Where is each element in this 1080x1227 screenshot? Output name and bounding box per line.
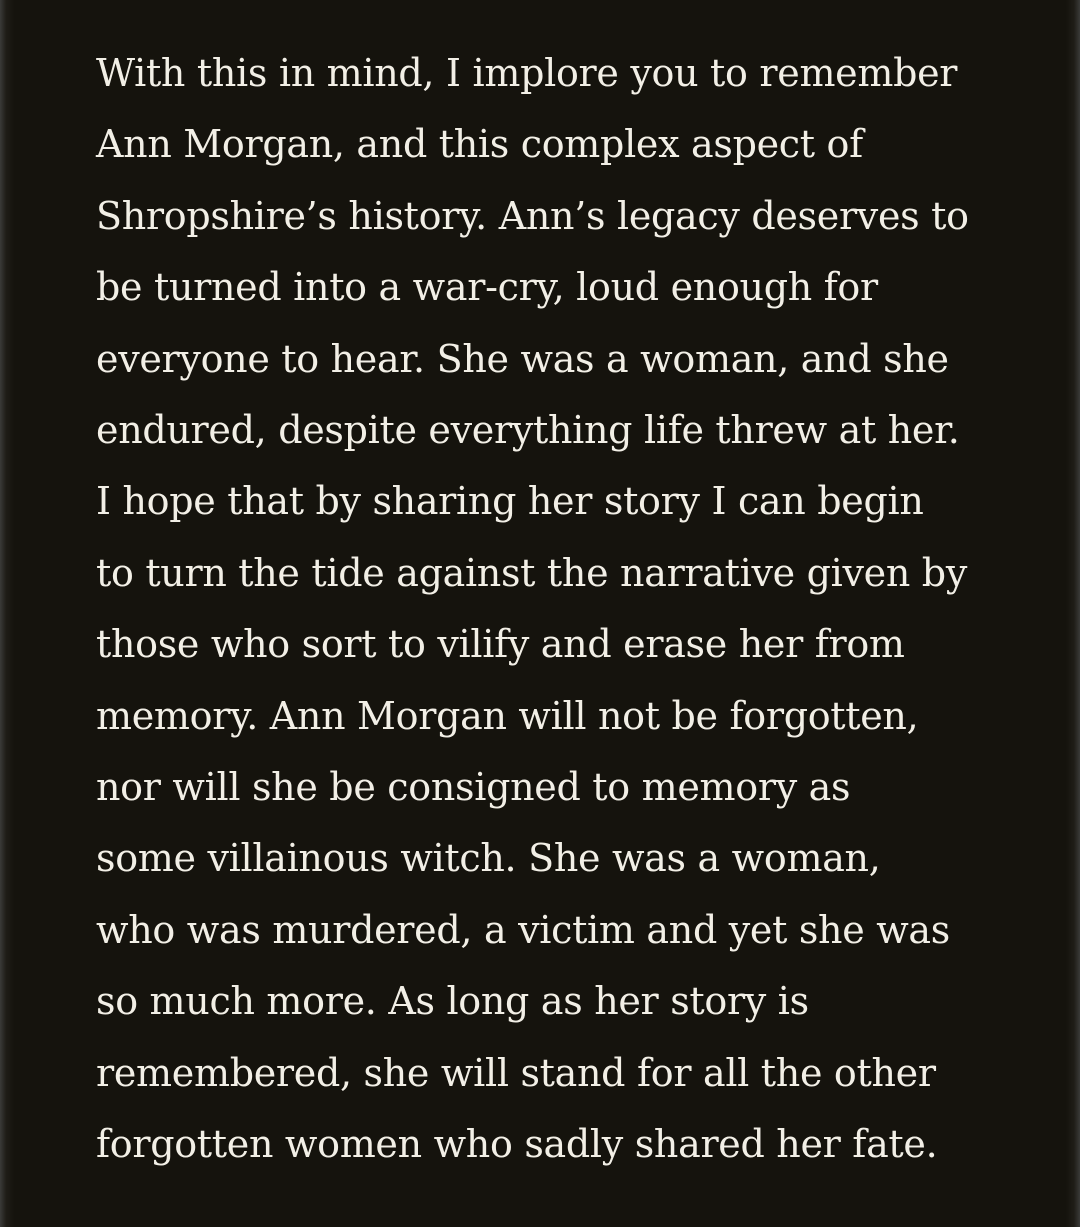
text-line: I hope that by sharing her story I can begin (96, 479, 924, 524)
text-line: endured, despite everything life threw at her. (96, 408, 960, 453)
text-line: With this in mind, I implore you to remember (96, 51, 958, 95)
text-line: who was murdered, a victim and yet she was (96, 907, 950, 952)
text-line: remembered, she will stand for all the other (96, 1050, 936, 1095)
text-line: Shropshire’s history. Ann’s legacy deserves to (96, 193, 969, 238)
text-line: some villainous witch. She was a woman, (96, 836, 881, 881)
text-line: be turned into a war-cry, loud enough for (96, 265, 878, 310)
text-line: memory. Ann Morgan will not be forgotten, (96, 693, 919, 738)
text-line: forgotten women who sadly shared her fate. (96, 1122, 938, 1167)
text-line: to turn the tide against the narrative given by (96, 550, 967, 595)
text-line: Ann Morgan, and this complex aspect of (96, 122, 863, 167)
article-paragraph (96, 38, 996, 1181)
text-line: those who sort to vilify and erase her from (96, 622, 905, 667)
text-line: so much more. As long as her story is (96, 979, 809, 1024)
text-line: everyone to hear. She was a woman, and she (96, 336, 949, 381)
text-line: nor will she be consigned to memory as (96, 765, 851, 810)
